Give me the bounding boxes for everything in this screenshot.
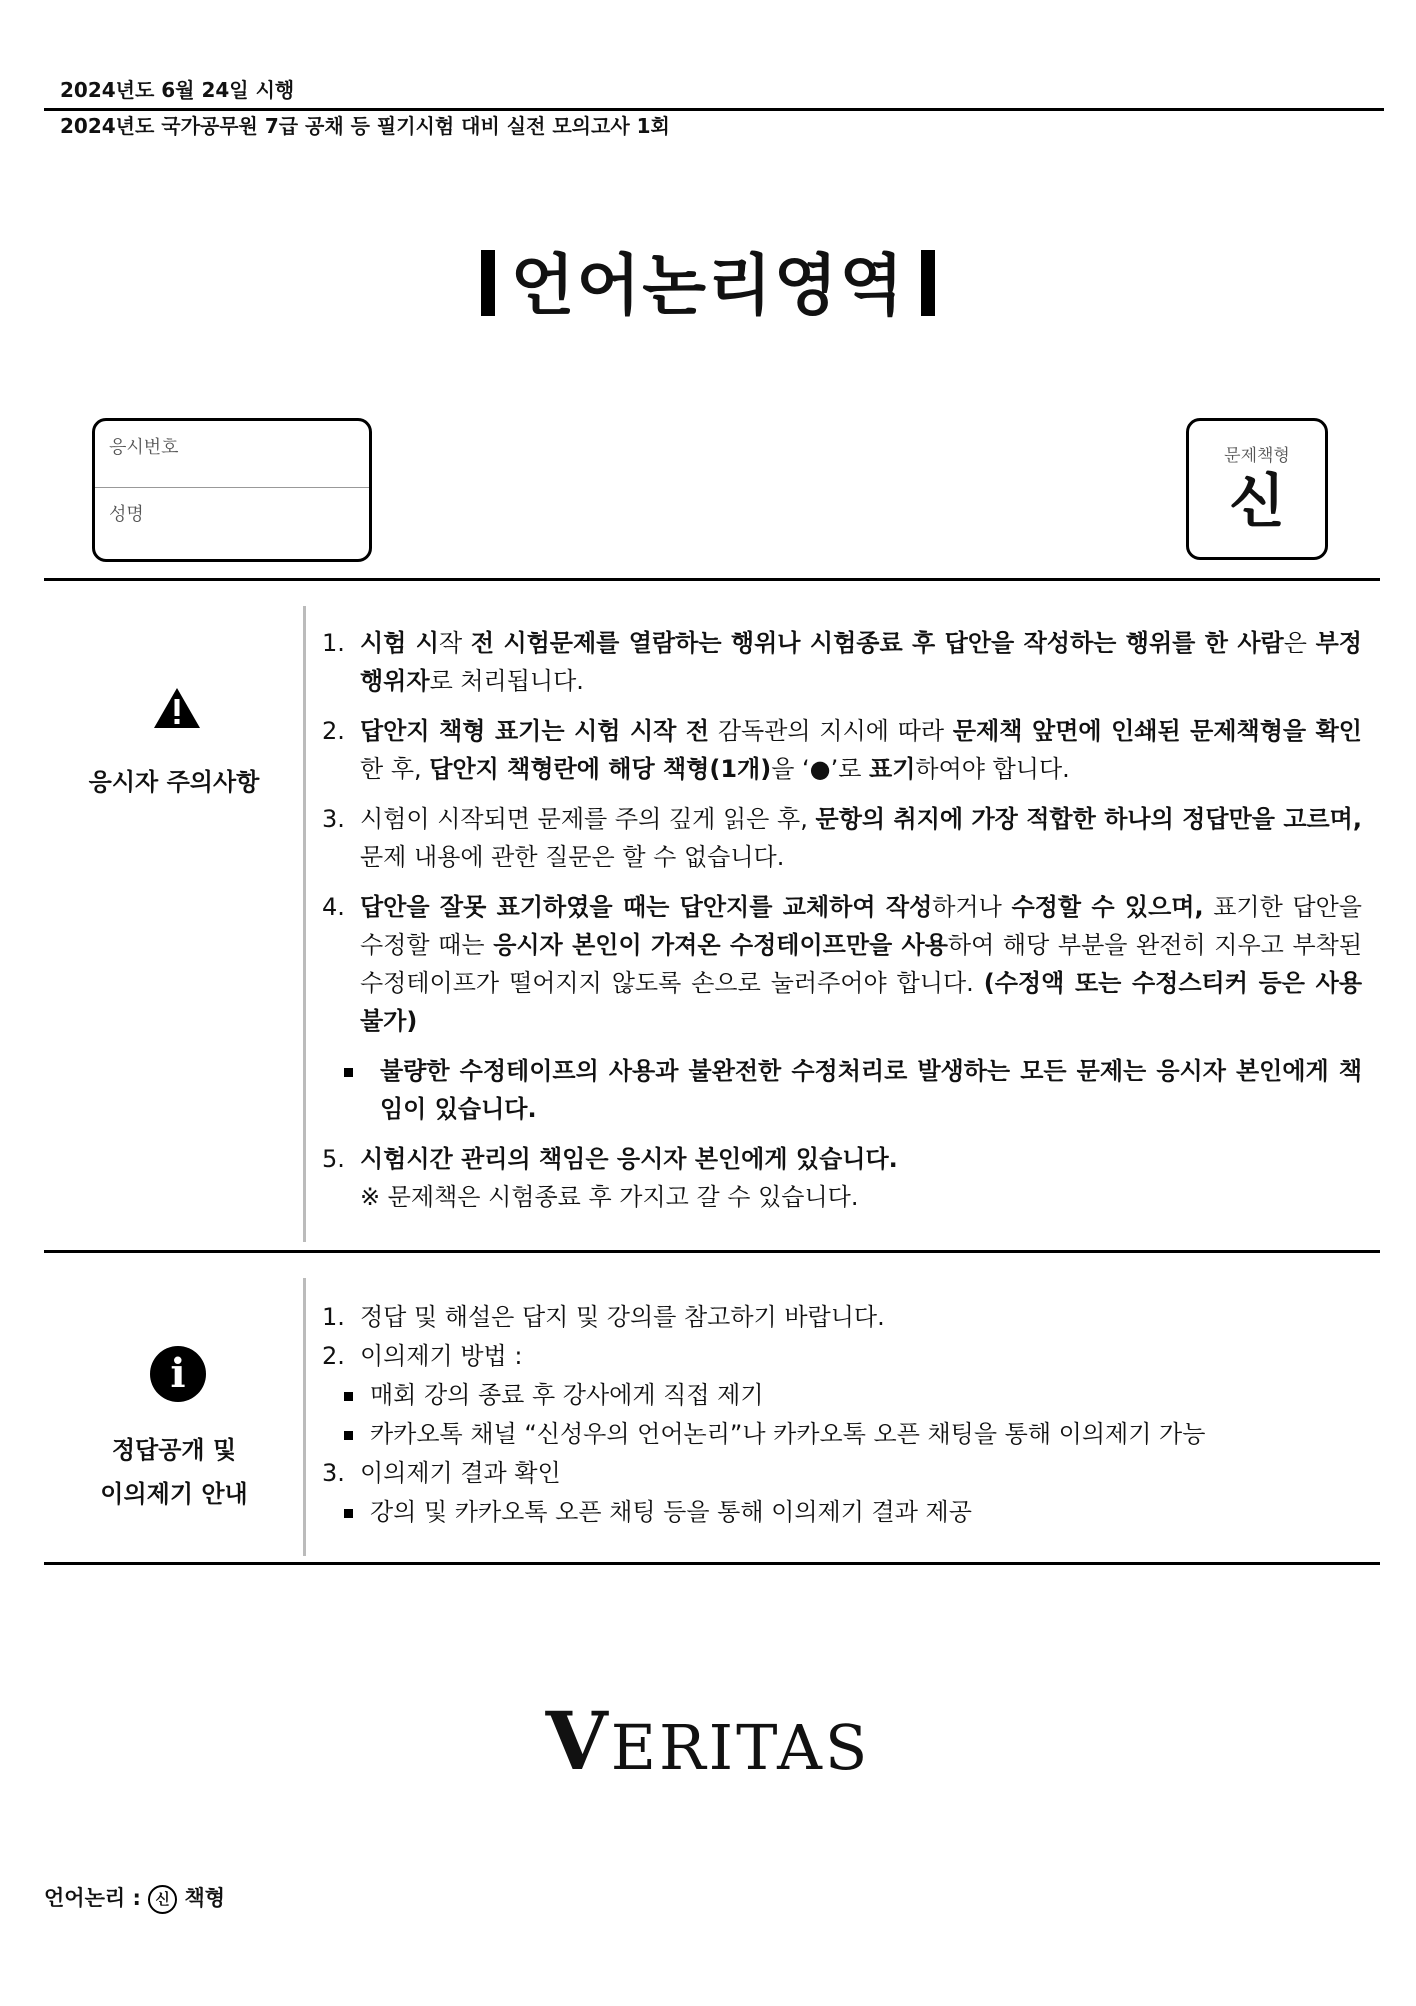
candidate-id-box bbox=[92, 418, 372, 562]
title-bar-left bbox=[481, 250, 495, 316]
section-rule-middle bbox=[44, 1250, 1380, 1253]
exam-number-row[interactable] bbox=[95, 421, 369, 488]
section-rule-bottom bbox=[44, 1562, 1380, 1565]
notice-item-2: 2. 답안지 책형 표기는 시험 시작 전 감독관의 지시에 따라 문제책 앞면에 인쇄된 문제책형을 확인한 후, 답안지 책형란에 해당 책형(1개)을 ‘●’로 표기하여야 합니다. bbox=[322, 712, 1362, 788]
booklet-type-value: 신 bbox=[1228, 467, 1286, 535]
info-bullet: 매회 강의 종료 후 강사에게 직접 제기 bbox=[322, 1376, 1362, 1415]
name-label: 성명 bbox=[109, 504, 144, 525]
notice-remark: ※ 문제책은 시험종료 후 가지고 갈 수 있습니다. bbox=[360, 1183, 859, 1211]
item-number: 3. bbox=[322, 805, 345, 833]
item-number: 4. bbox=[322, 893, 345, 921]
bullet-square-icon bbox=[344, 1509, 353, 1518]
notice-bullet: 불량한 수정테이프의 사용과 불완전한 수정처리로 발생하는 모든 문제는 응시자 본인에게 책임이 있습니다. bbox=[322, 1052, 1362, 1128]
page-title bbox=[0, 232, 1416, 327]
info-line: 1. 정답 및 해설은 답지 및 강의를 참고하기 바랍니다. bbox=[322, 1303, 885, 1331]
footer-label: 언어논리 : 신 책형 bbox=[44, 1882, 225, 1914]
answer-info-title: 정답공개 및 이의제기 안내 bbox=[100, 1436, 248, 1508]
exam-number-label: 응시번호 bbox=[109, 437, 179, 458]
answer-info-list bbox=[322, 1298, 1362, 1532]
notice-title: 응시자 주의사항 bbox=[88, 768, 260, 796]
warning-triangle-icon bbox=[152, 686, 202, 730]
notice-item-1: 1. 시험 시작 전 시험문제를 열람하는 행위나 시험종료 후 답안을 작성하는 행위를 한 사람은 부정행위자로 처리됩니다. bbox=[322, 624, 1362, 700]
circled-type-char: 신 bbox=[148, 1885, 177, 1914]
veritas-logo: VERITAS bbox=[545, 1694, 871, 1788]
booklet-type-box bbox=[1186, 418, 1328, 560]
title-text: 언어논리영역 bbox=[510, 247, 906, 324]
bullet-square-icon bbox=[344, 1068, 353, 1077]
item-number: 1. bbox=[322, 629, 345, 657]
info-bullet: 카카오톡 채널 “신성우의 언어논리”나 카카오톡 오픈 채팅을 통해 이의제기 가능 bbox=[322, 1415, 1362, 1454]
notice-list bbox=[322, 624, 1362, 1216]
bullet-square-icon bbox=[344, 1392, 353, 1401]
notice-item-5: 5. 시험시간 관리의 책임은 응시자 본인에게 있습니다. ※ 문제책은 시험종료 후 가지고 갈 수 있습니다. bbox=[322, 1140, 1362, 1216]
notice-item-4: 4. 답안을 잘못 표기하였을 때는 답안지를 교체하여 작성하거나 수정할 수 있으며, 표기한 답안을 수정할 때는 응시자 본인이 가져온 수정테이프만을 사용하여 해당 부분을 완전히 지우고 부착된 수정테이프가 떨어지지 않도록 손으로 눌러주어야 합니다. (수정액 또는 수정스티커 등은 사용 불가) bbox=[322, 888, 1362, 1040]
info-bullet: 강의 및 카카오톡 오픈 채팅 등을 통해 이의제기 결과 제공 bbox=[322, 1493, 1362, 1532]
notice-divider bbox=[303, 606, 306, 1242]
bullet-square-icon bbox=[344, 1431, 353, 1440]
section-rule-top bbox=[44, 578, 1380, 581]
info-line: 3. 이의제기 결과 확인 bbox=[322, 1459, 561, 1487]
item-number: 2. bbox=[322, 717, 345, 745]
title-bar-right bbox=[921, 250, 935, 316]
exam-date: 2024년도 6월 24일 시행 bbox=[60, 78, 295, 102]
info-line: 2. 이의제기 방법 : bbox=[322, 1342, 523, 1370]
booklet-type-label: 문제책형 bbox=[1224, 446, 1290, 466]
info-circle-icon: i bbox=[150, 1346, 206, 1402]
notice-item-3: 3. 시험이 시작되면 문제를 주의 깊게 읽은 후, 문항의 취지에 가장 적합한 하나의 정답만을 고르며, 문제 내용에 관한 질문은 할 수 없습니다. bbox=[322, 800, 1362, 876]
exam-title: 2024년도 국가공무원 7급 공채 등 필기시험 대비 실전 모의고사 1회 bbox=[60, 114, 670, 138]
item-number: 5. bbox=[322, 1145, 345, 1173]
